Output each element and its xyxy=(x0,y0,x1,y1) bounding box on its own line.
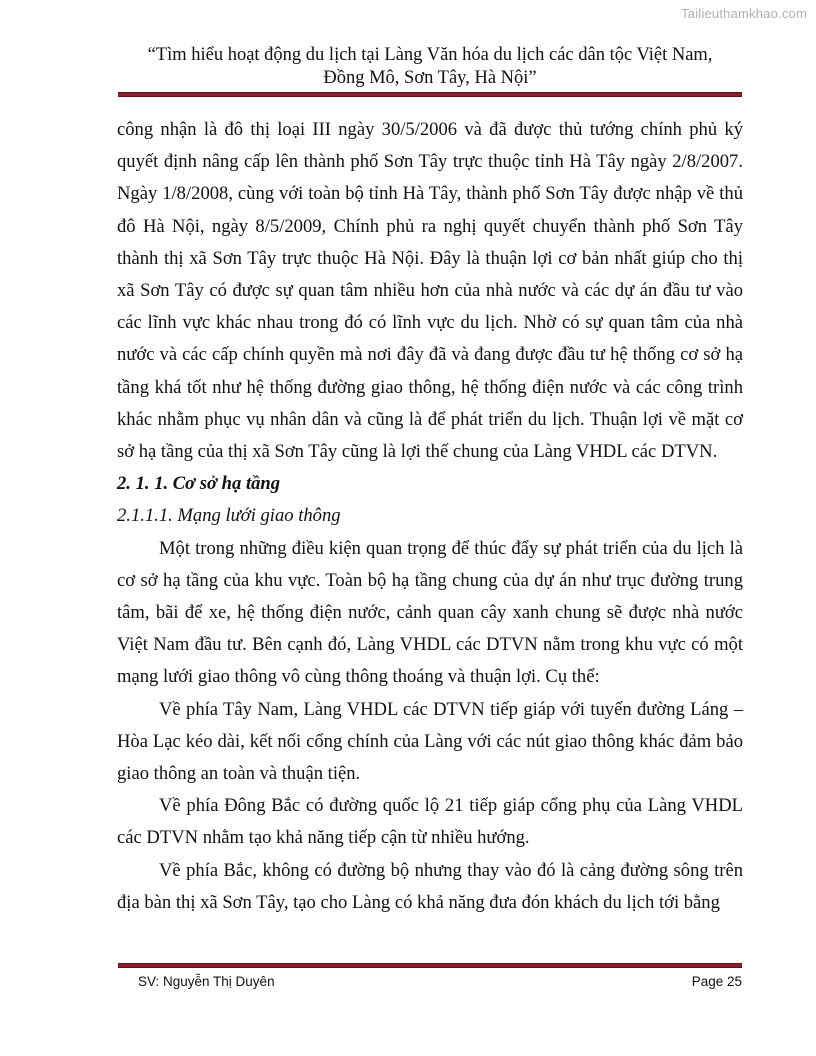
paragraph: công nhận là đô thị loại III ngày 30/5/2006 và đã được thủ tướng chính phủ ký quyết định nâng cấp lên thành phố Sơn Tây trực thuộc tỉnh Hà Tây ngày 2/8/2007. Ngày 1/8/2008, cùng với toàn bộ tỉnh Hà Tây, thành phố Sơn Tây được nhập về thủ đô Hà Nội, ngày 8/5/2009, Chính phủ ra nghị quyết chuyển thành phố Sơn Tây thành thị xã Sơn Tây trực thuộc Hà Nội. Đây là thuận lợi cơ bản nhất giúp cho thị xã Sơn Tây có được sự quan tâm nhiều hơn của nhà nước và các dự án đầu tư vào các lĩnh vực khác nhau trong đó có lĩnh vực du lịch. Nhờ có sự quan tâm của nhà nước và các cấp chính quyền mà nơi đây đã và đang được đầu tư hệ thống cơ sở hạ tầng khá tốt như hệ thống đường giao thông, hệ thống điện nước và các công trình khác nhằm phục vụ nhân dân và cũng là để phát triển du lịch. Thuận lợi về mặt cơ sở hạ tầng của thị xã Sơn Tây cũng là lợi thế chung của Làng VHDL các DTVN. xyxy=(117,119,743,463)
paragraph: Về phía Tây Nam, Làng VHDL các DTVN tiếp giáp với tuyến đường Láng – Hòa Lạc kéo dài, kết nối cổng chính của Làng với các nút giao thông khác đảm bảo giao thông an toàn và thuận tiện. xyxy=(117,698,743,785)
page-number: Page 25 xyxy=(691,974,742,989)
header-line-2: Đồng Mô, Sơn Tây, Hà Nội” xyxy=(323,68,537,88)
section-heading: 2. 1. 1. Cơ sở hạ tầng xyxy=(117,473,281,495)
subsection-heading: 2.1.1.1. Mạng lưới giao thông xyxy=(117,505,341,527)
student-name: SV: Nguyễn Thị Duyên xyxy=(138,974,275,989)
header-line-1: “Tìm hiểu hoạt động du lịch tại Làng Văn hóa du lịch các dân tộc Việt Nam, xyxy=(147,45,713,65)
paragraph: Một trong những điều kiện quan trọng để thúc đẩy sự phát triển của du lịch là cơ sở hạ tầng của khu vực. Toàn bộ hạ tầng chung của dự án như trục đường trung tâm, bãi để xe, hệ thống điện nước, cảnh quan cây xanh chung sẽ được nhà nước Việt Nam đầu tư. Bên cạnh đó, Làng VHDL các DTVN nằm trong khu vực có một mạng lưới giao thông vô cùng thông thoáng và thuận lợi. Cụ thể: xyxy=(117,537,743,688)
header-rule xyxy=(118,92,742,97)
paragraph: Về phía Đông Bắc có đường quốc lộ 21 tiếp giáp cổng phụ của Làng VHDL các DTVN nhằm tạo khả năng tiếp cận từ nhiều hướng. xyxy=(117,795,743,849)
document-body xyxy=(117,114,743,919)
page-header xyxy=(118,44,742,90)
watermark: Tailieuthamkhao.com xyxy=(681,6,807,21)
footer-rule xyxy=(118,963,742,968)
paragraph: Về phía Bắc, không có đường bộ nhưng thay vào đó là cảng đường sông trên địa bàn thị xã Sơn Tây, tạo cho Làng có khả năng đưa đón khách du lịch tới bằng xyxy=(117,859,743,913)
